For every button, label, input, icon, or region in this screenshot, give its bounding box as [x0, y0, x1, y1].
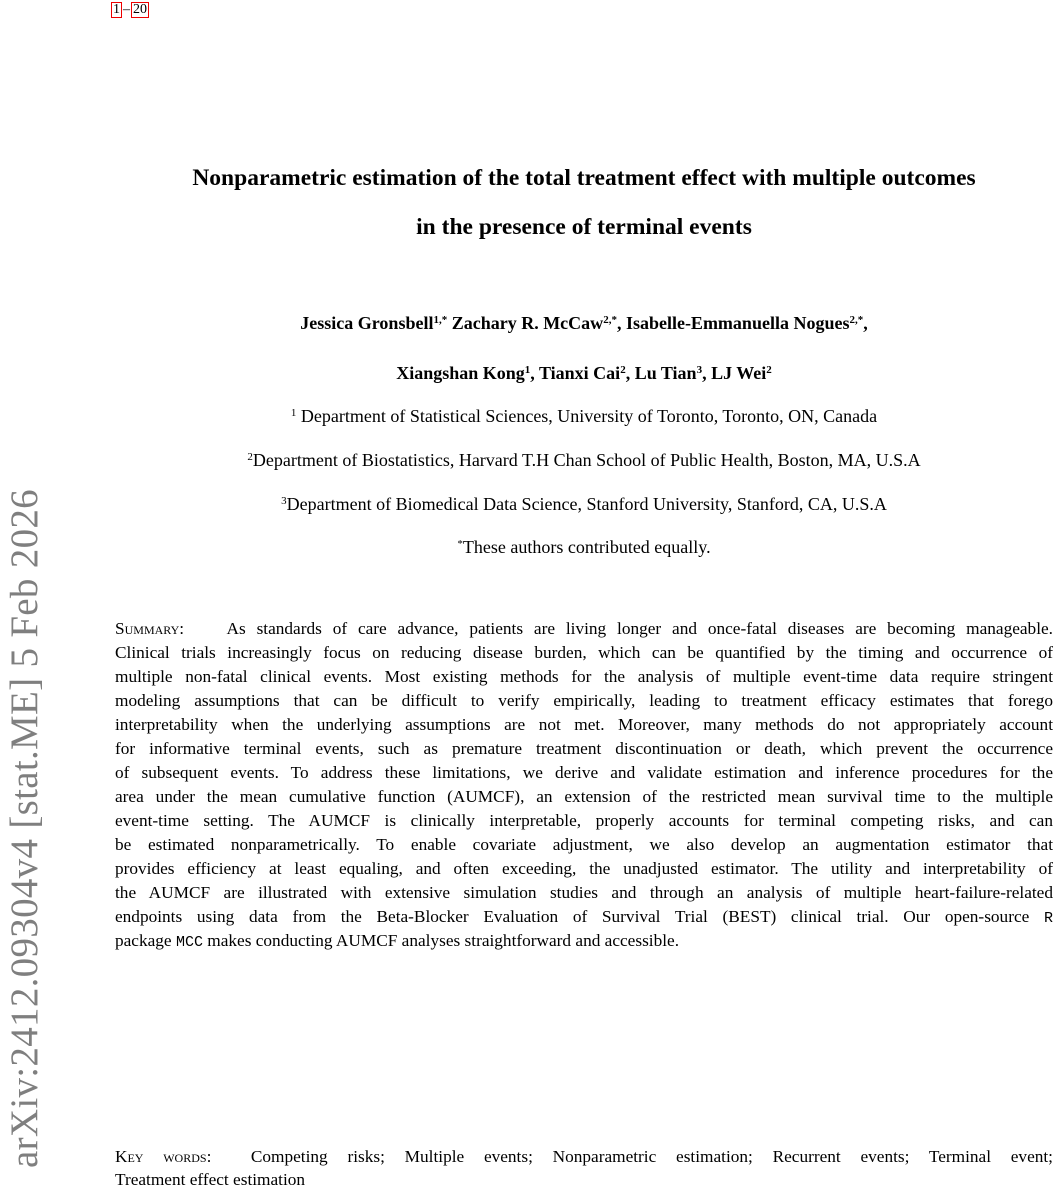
code-package: MCC — [175, 934, 203, 951]
affiliation-text: Department of Statistical Sciences, University of Toronto, Toronto, ON, Canada — [296, 406, 878, 426]
author-sup: 2 — [620, 364, 626, 376]
summary-line: event-time setting. The AUMCF is clinically interpretable, properly accounts for terminal competing risks, and can — [115, 811, 1053, 830]
page-range-link[interactable] — [111, 2, 149, 18]
affiliation-sup: 2 — [247, 451, 253, 463]
page-range-separator: – — [123, 2, 130, 17]
author: Zachary R. McCaw — [451, 313, 604, 333]
affiliation — [115, 494, 1053, 515]
author: LJ Wei — [711, 363, 767, 383]
author-sup: 2,* — [849, 314, 864, 326]
summary-text: package — [115, 931, 176, 950]
summary — [115, 617, 1053, 953]
equal-contribution-note — [115, 537, 1053, 558]
author-sup: 2,* — [603, 314, 617, 326]
keywords-line: Competing risks; Multiple events; Nonparametric estimation; Recurrent events; Terminal event; — [250, 1147, 1053, 1166]
keywords-label: Key words: — [115, 1147, 212, 1166]
paper-title-line-1: Nonparametric estimation of the total treatment effect with multiple outcomes — [192, 165, 976, 191]
author: Isabelle-Emmanuella Nogues — [625, 313, 850, 333]
summary-line: Clinical trials increasingly focus on reducing disease burden, which can be quantified by the timing and occurrence of — [115, 643, 1053, 662]
author-sup: 1 — [524, 364, 531, 376]
author-sup: 1,* — [433, 314, 448, 326]
keywords — [115, 1145, 1053, 1192]
affiliation — [115, 450, 1053, 471]
arxiv-stamp: arXiv:2412.09304v4 [stat.ME] 5 Feb 2026 — [3, 489, 46, 1168]
author: Tianxi Cai — [538, 363, 621, 383]
author-sup: 3 — [696, 364, 703, 376]
affiliation-text: Department of Biomedical Data Science, Stanford University, Stanford, CA, U.S.A — [286, 494, 887, 514]
summary-line: multiple non-fatal clinical events. Most existing methods for the analysis of multiple event-time data require stringent — [115, 667, 1053, 686]
author-sup: 2 — [766, 364, 772, 376]
affiliation-sup: * — [457, 538, 463, 550]
summary-line: be estimated nonparametrically. To enable covariate adjustment, we also develop an augmentation estimator that — [115, 835, 1053, 854]
authors-line-1: Jessica Gronsbell$^{1,*}$ Zachary R. McCaw$^{2,*}$, Isabelle-Emmanuella Nogues$^{2,*}$, — [300, 313, 868, 333]
summary-line: of subsequent events. To address these limitations, we derive and validate estimation and inference procedures for the — [115, 763, 1053, 782]
summary-label: Summary: — [115, 619, 185, 638]
paper-title-line-2: in the presence of terminal events — [416, 214, 752, 240]
summary-line: the AUMCF are illustrated with extensive simulation studies and through an analysis of multiple heart-failure-related — [115, 883, 1053, 902]
summary-text: makes conducting AUMCF analyses straightforward and accessible. — [202, 931, 680, 950]
affiliation-sup: 1 — [290, 407, 297, 419]
authors-line-2: Xiangshan Kong$^1$, Tianxi Cai$^2$, Lu Tian$^3$, LJ Wei$^2$ — [396, 363, 772, 383]
affiliation — [115, 406, 1053, 427]
keywords-line: Treatment effect estimation — [115, 1170, 306, 1189]
author: Jessica Gronsbell — [300, 313, 434, 333]
summary-line: endpoints using data from the Beta-Blocker Evaluation of Survival Trial (BEST) clinical trial. Our open-source — [115, 907, 1030, 926]
author: Lu Tian — [634, 363, 697, 383]
summary-line: modeling assumptions that can be difficult to verify empirically, leading to treatment efficacy estimates that forego — [115, 691, 1053, 710]
page-end-link[interactable]: 20 — [133, 2, 147, 17]
summary-line: for informative terminal events, such as premature treatment discontinuation or death, which prevent the occurrence — [115, 739, 1053, 758]
summary-line: interpretability when the underlying assumptions are not met. Moreover, many methods do not appropriately account — [115, 715, 1053, 734]
affiliation-text: These authors contributed equally. — [462, 537, 711, 557]
page-start-link[interactable]: 1 — [113, 2, 120, 17]
affiliation-sup: 3 — [281, 495, 287, 507]
code-r: R — [1043, 910, 1053, 927]
summary-line: provides efficiency at least equaling, and often exceeding, the unadjusted estimator. The utility and interpretability of — [115, 859, 1053, 878]
affiliation-text: Department of Biostatistics, Harvard T.H Chan School of Public Health, Boston, MA, U.S.A — [252, 450, 921, 470]
summary-line: As standards of care advance, patients are living longer and once-fatal diseases are becoming manageable. — [226, 619, 1053, 638]
summary-line: area under the mean cumulative function (AUMCF), an extension of the restricted mean survival time to the multiple — [115, 787, 1053, 806]
author: Xiangshan Kong — [396, 363, 525, 383]
